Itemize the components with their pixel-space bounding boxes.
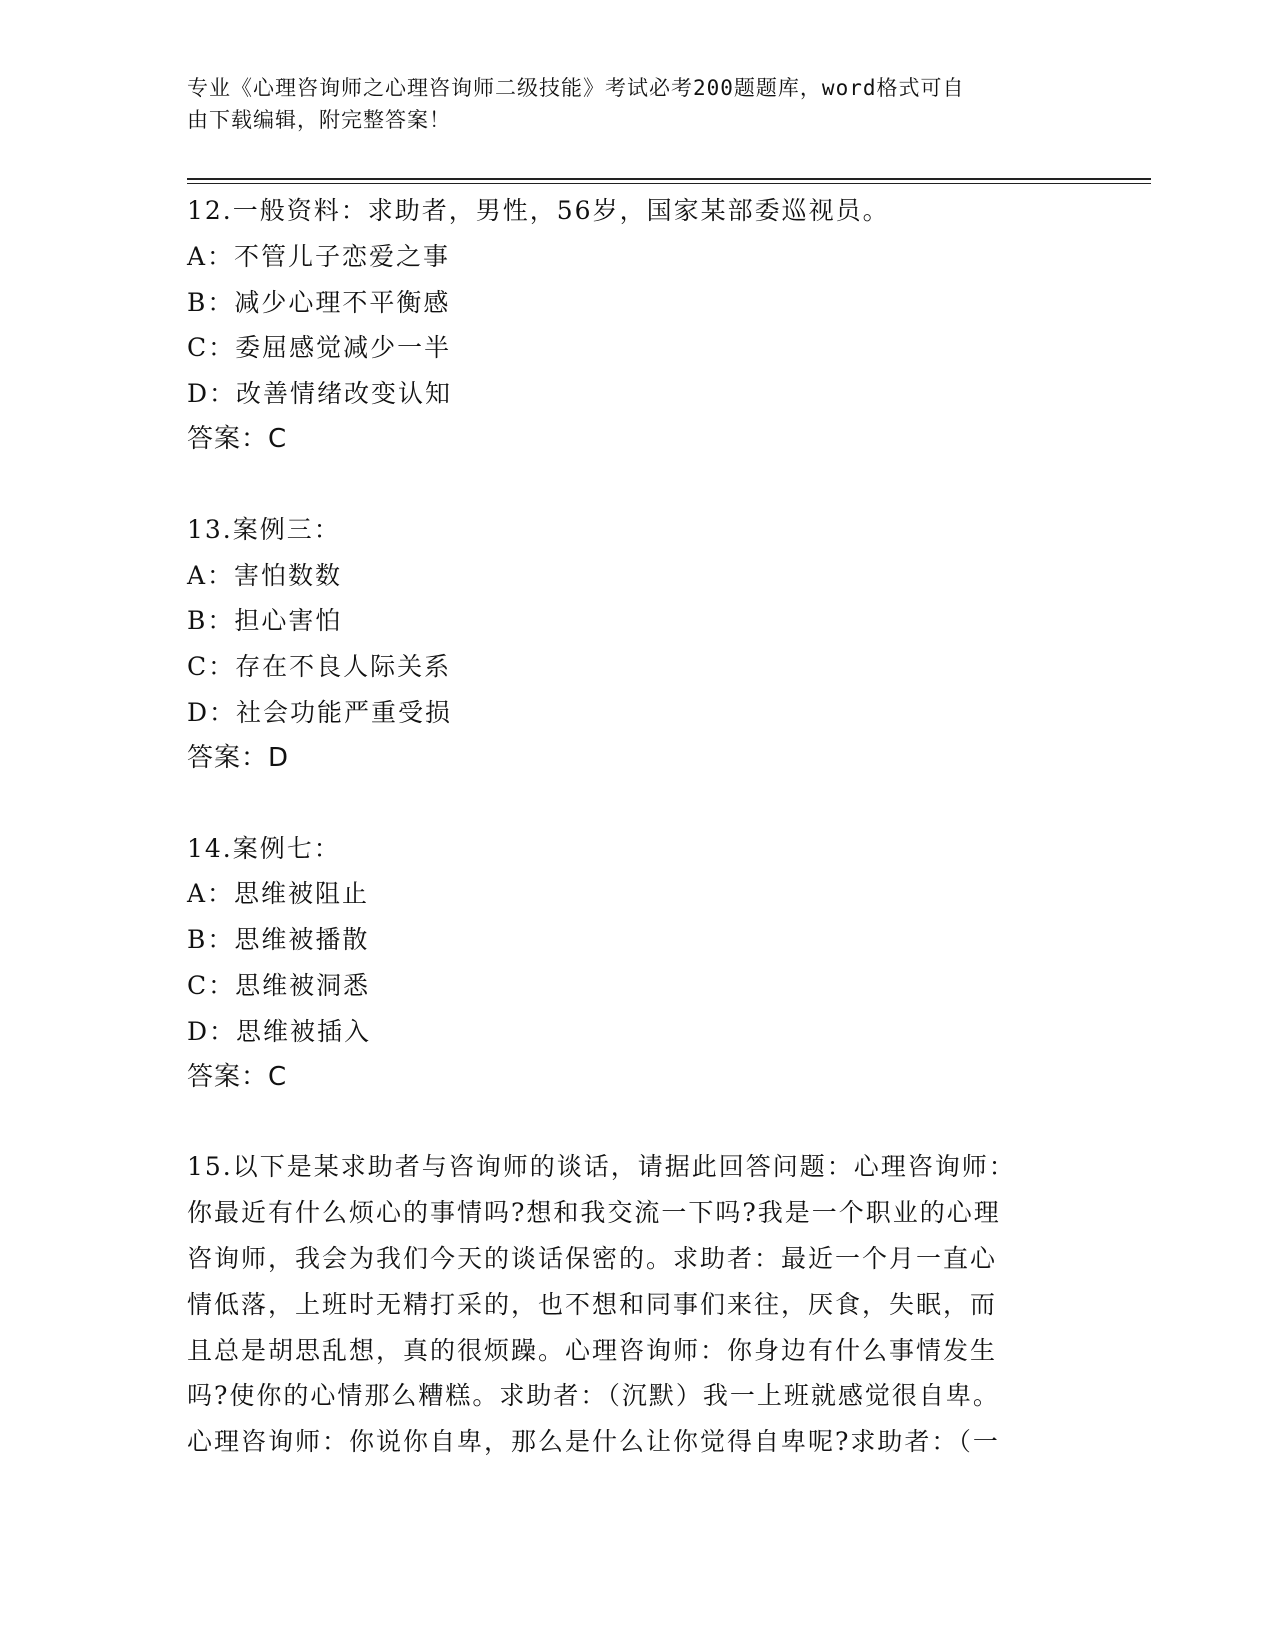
option-c: C：存在不良人际关系 — [187, 652, 452, 682]
header-line-1: 专业《心理咨询师之心理咨询师二级技能》考试必考200题题库，word格式可自 — [187, 76, 965, 100]
option-c: C：委屈感觉减少一半 — [187, 333, 452, 363]
answer-line: 答案：C — [187, 423, 288, 454]
question-15-line: 且总是胡思乱想，真的很烦躁。心理咨询师：你身边有什么事情发生 — [187, 1335, 998, 1365]
question-15-line: 咨询师，我会为我们今天的谈话保密的。求助者：最近一个月一直心 — [187, 1243, 998, 1273]
question-15-line: 吗?使你的心情那么糟糕。求助者：（沉默）我一上班就感觉很自卑。 — [187, 1381, 1000, 1411]
option-a: A：不管儿子恋爱之事 — [187, 241, 451, 271]
header-divider-thin — [187, 183, 1151, 184]
question-13 — [187, 507, 1067, 782]
option-d: D：思维被插入 — [187, 1016, 372, 1046]
header-line-2: 由下载编辑，附完整答案！ — [187, 108, 451, 132]
option-a: A：思维被阻止 — [187, 879, 370, 909]
question-stem: 13.案例三： — [187, 514, 341, 544]
option-d: D：社会功能严重受损 — [187, 697, 453, 727]
question-12 — [187, 188, 1067, 463]
question-list — [187, 188, 1067, 1509]
option-b: B：减少心理不平衡感 — [187, 287, 451, 317]
question-15-line: 心理咨询师：你说你自卑，那么是什么让你觉得自卑呢?求助者：（一 — [187, 1427, 1000, 1457]
option-b: B：思维被播散 — [187, 925, 370, 955]
option-a: A：害怕数数 — [187, 560, 343, 590]
question-14 — [187, 826, 1067, 1101]
option-c: C：思维被洞悉 — [187, 970, 371, 1000]
question-15-line: 情低落，上班时无精打采的，也不想和同事们来往，厌食，失眠，而 — [187, 1289, 998, 1319]
question-stem: 12.一般资料：求助者，男性，56岁，国家某部委巡视员。 — [187, 196, 890, 225]
question-15-line: 15.以下是某求助者与咨询师的谈话，请据此回答问题：心理咨询师： — [187, 1152, 1016, 1182]
answer-line: 答案：C — [187, 1061, 288, 1092]
question-15-line: 你最近有什么烦心的事情吗?想和我交流一下吗?我是一个职业的心理 — [187, 1198, 1001, 1228]
option-d: D：改善情绪改变认知 — [187, 379, 453, 409]
option-b: B：担心害怕 — [187, 606, 343, 636]
answer-line: 答案：D — [187, 742, 290, 773]
document-header — [187, 72, 1067, 136]
question-stem: 14.案例七： — [187, 833, 341, 863]
header-divider-thick — [187, 178, 1151, 180]
question-15 — [187, 1144, 1067, 1465]
